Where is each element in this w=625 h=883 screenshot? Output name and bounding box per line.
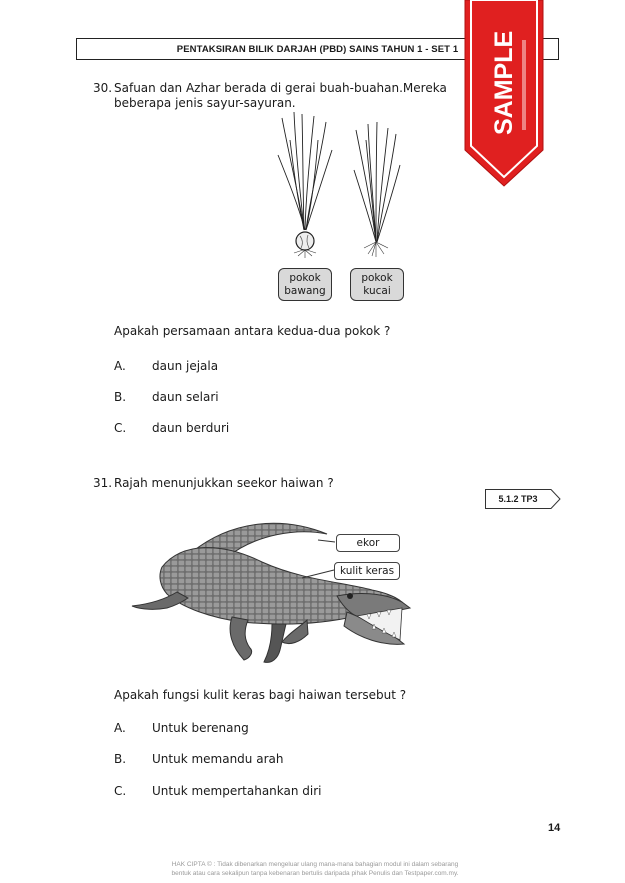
onion-plant-image — [270, 110, 340, 260]
q30-line1: Safuan dan Azhar berada di gerai buah-buahan.Mereka — [114, 81, 447, 95]
sample-watermark-ribbon — [461, 0, 547, 190]
q30-option-a-text[interactable]: daun jejala — [152, 359, 219, 373]
plant-label-onion — [278, 268, 332, 301]
q30-option-c-text[interactable]: daun berduri — [152, 421, 230, 435]
crocodile-label-skin: kulit keras — [334, 562, 400, 580]
q31-option-c-text[interactable]: Untuk mempertahankan diri — [152, 784, 322, 798]
sample-watermark-text: SAMPLE — [490, 30, 518, 135]
q31-question: Apakah fungsi kulit keras bagi haiwan tersebut ? — [114, 688, 407, 702]
q31-option-a-text[interactable]: Untuk berenang — [152, 721, 249, 735]
page-number: 14 — [548, 822, 561, 834]
plant-label-chives-line1: pokok — [361, 271, 393, 284]
q31-option-a-letter: A. — [114, 721, 126, 735]
plant-label-chives-line2: kucai — [363, 284, 391, 297]
q31-number: 31. — [93, 476, 113, 490]
q30-number: 30. — [93, 81, 113, 95]
copyright-line2: bentuk atau cara sekalipun tanpa kebenaran bertulis daripada pihak Penulis dan Testpaper.com.my. — [171, 870, 459, 877]
q30-option-a-letter: A. — [114, 359, 126, 373]
q31-option-c-letter: C. — [114, 784, 127, 798]
plant-label-onion-line1: pokok — [289, 271, 321, 284]
copyright-footer — [100, 860, 530, 878]
plant-label-chives — [350, 268, 404, 301]
q30-line2: beberapa jenis sayur-sayuran. — [114, 96, 296, 110]
crocodile-label-tail: ekor — [336, 534, 400, 552]
q31-option-b-letter: B. — [114, 752, 127, 766]
q31-line1: Rajah menunjukkan seekor haiwan ? — [114, 476, 334, 490]
q30-option-c-letter: C. — [114, 421, 127, 435]
q31-option-b-text[interactable]: Untuk memandu arah — [152, 752, 284, 766]
q30-option-b-letter: B. — [114, 390, 127, 404]
q30-option-b-text[interactable]: daun selari — [152, 390, 219, 404]
skill-tag: 5.1.2 TP3 — [498, 494, 538, 504]
q30-question: Apakah persamaan antara kedua-dua pokok ? — [114, 324, 391, 338]
chives-plant-image — [346, 120, 406, 260]
plant-label-onion-line2: bawang — [284, 284, 326, 297]
header-title: PENTAKSIRAN BILIK DARJAH (PBD) SAINS TAHUN 1 - SET 1 — [176, 43, 459, 55]
copyright-line1: HAK CIPTA © : Tidak dibenarkan mengeluar ulang mana-mana bahagian modul ini dalam sebarang — [171, 861, 459, 868]
